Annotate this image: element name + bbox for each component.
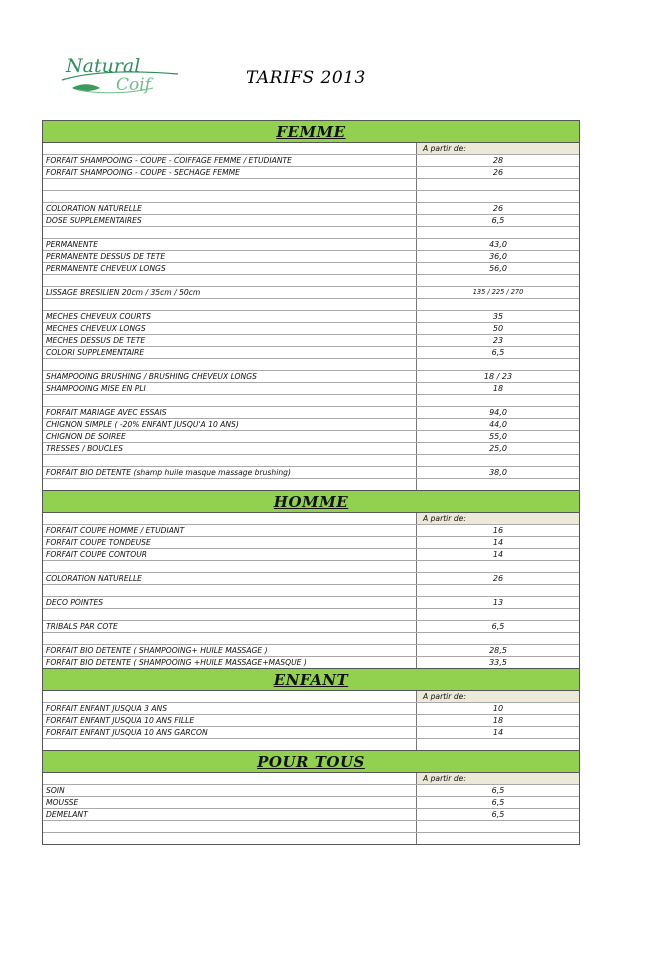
svg-text:Coif: Coif	[116, 75, 151, 95]
service-name: FORFAIT BIO DETENTE ( SHAMPOOING +HUILE MASSAGE+MASQUE )	[43, 657, 417, 668]
service-name	[43, 299, 417, 310]
table-row	[43, 585, 579, 597]
service-price	[417, 821, 579, 832]
service-price: 18 / 23	[483, 372, 513, 381]
table-row	[43, 419, 579, 431]
section-title: ENFANT	[273, 670, 349, 689]
table-row	[43, 537, 579, 549]
table-row	[43, 443, 579, 455]
table-row	[43, 833, 579, 844]
service-name	[43, 585, 417, 596]
service-name: TRIBALS PAR COTE	[43, 621, 417, 632]
table-row	[43, 703, 579, 715]
table-row	[43, 203, 579, 215]
service-name: DOSE SUPPLEMENTAIRES	[43, 215, 417, 226]
service-header-cell	[43, 773, 417, 784]
service-price	[417, 633, 579, 644]
section-title: POUR TOUS	[257, 752, 365, 771]
table-row	[43, 715, 579, 727]
service-name: FORFAIT COUPE TONDEUSE	[43, 537, 417, 548]
table-row	[43, 335, 579, 347]
table-row	[43, 227, 579, 239]
section-enfant	[42, 668, 580, 750]
service-price: 18	[492, 384, 504, 393]
service-price	[417, 299, 579, 310]
table-row	[43, 251, 579, 263]
service-price	[417, 585, 579, 596]
service-name: LISSAGE BRESILIEN 20cm / 35cm / 50cm	[43, 287, 417, 298]
price-header-cell: A partir de:	[417, 513, 579, 524]
service-name: MECHES DESSUS DE TETE	[43, 335, 417, 346]
price-header-cell: A partir de:	[417, 143, 579, 154]
service-name: SHAMPOOING BRUSHING / BRUSHING CHEVEUX LONGS	[43, 371, 417, 382]
table-row	[43, 633, 579, 645]
service-name	[43, 609, 417, 620]
price-header-row	[43, 143, 579, 155]
service-name: TRESSES / BOUCLES	[43, 443, 417, 454]
price-header-row	[43, 773, 579, 785]
service-price: 6,5	[491, 216, 505, 225]
page-title: TARIFS 2013	[246, 68, 366, 88]
table-row	[43, 167, 579, 179]
service-name	[43, 833, 417, 844]
table-row	[43, 263, 579, 275]
service-name: MOUSSE	[43, 797, 417, 808]
service-name: FORFAIT COUPE CONTOUR	[43, 549, 417, 560]
service-name: FORFAIT BIO DETENTE (shamp huile masque massage brushing)	[43, 467, 417, 478]
service-name: MECHES CHEVEUX COURTS	[43, 311, 417, 322]
section-title-band	[43, 121, 579, 143]
service-name: FORFAIT ENFANT JUSQUA 3 ANS	[43, 703, 417, 714]
service-name: PERMANENTE DESSUS DE TETE	[43, 251, 417, 262]
service-price: 14	[492, 728, 504, 737]
service-price	[417, 561, 579, 572]
section-title: HOMME	[273, 492, 349, 511]
table-row	[43, 383, 579, 395]
service-name: SOIN	[43, 785, 417, 796]
service-name	[43, 359, 417, 370]
service-price	[417, 455, 579, 466]
service-price: 38,0	[489, 468, 507, 477]
service-price: 50	[492, 324, 504, 333]
table-row	[43, 179, 579, 191]
table-row	[43, 299, 579, 311]
service-price	[417, 609, 579, 620]
table-row	[43, 455, 579, 467]
service-name: DECO POINTES	[43, 597, 417, 608]
service-price: 28,5	[489, 646, 507, 655]
table-row	[43, 371, 579, 383]
service-price	[417, 479, 579, 490]
section-title-band	[43, 669, 579, 691]
service-name: CHIGNON DE SOIREE	[43, 431, 417, 442]
service-price: 6,5	[491, 810, 505, 819]
service-price: 14	[492, 538, 504, 547]
service-price	[417, 833, 579, 844]
service-price: 55,0	[489, 432, 507, 441]
service-name: PERMANENTE	[43, 239, 417, 250]
service-name	[43, 633, 417, 644]
service-name: FORFAIT ENFANT JUSQUA 10 ANS FILLE	[43, 715, 417, 726]
service-price: 35	[492, 312, 504, 321]
table-row	[43, 479, 579, 490]
table-row	[43, 155, 579, 167]
table-row	[43, 609, 579, 621]
table-row	[43, 191, 579, 203]
service-price: 28	[492, 156, 504, 165]
service-price: 135 / 225 / 270	[472, 288, 524, 296]
service-name	[43, 821, 417, 832]
service-price	[417, 739, 579, 750]
service-name: PERMANENTE CHEVEUX LONGS	[43, 263, 417, 274]
service-name: FORFAIT COUPE HOMME / ETUDIANT	[43, 525, 417, 536]
service-name: COLORI SUPPLEMENTAIRE	[43, 347, 417, 358]
service-price	[417, 179, 579, 190]
table-row	[43, 809, 579, 821]
table-row	[43, 657, 579, 668]
service-price: 18	[492, 716, 504, 725]
service-name	[43, 227, 417, 238]
table-row	[43, 525, 579, 537]
table-row	[43, 359, 579, 371]
service-name: COLORATION NATURELLE	[43, 573, 417, 584]
price-table	[42, 120, 580, 845]
service-name: DEMELANT	[43, 809, 417, 820]
service-name: FORFAIT ENFANT JUSQUA 10 ANS GARCON	[43, 727, 417, 738]
service-name: CHIGNON SIMPLE ( -20% ENFANT JUSQU'A 10 ANS)	[43, 419, 417, 430]
svg-text:Natural: Natural	[66, 55, 141, 77]
table-row	[43, 785, 579, 797]
service-header-cell	[43, 143, 417, 154]
table-row	[43, 727, 579, 739]
service-name: FORFAIT SHAMPOOING - COUPE - SECHAGE FEMME	[43, 167, 417, 178]
service-price: 94,0	[489, 408, 507, 417]
section-title: FEMME	[276, 122, 346, 141]
service-price	[417, 359, 579, 370]
table-row	[43, 287, 579, 299]
service-name: COLORATION NATURELLE	[43, 203, 417, 214]
service-name	[43, 395, 417, 406]
table-row	[43, 431, 579, 443]
table-row	[43, 395, 579, 407]
table-row	[43, 239, 579, 251]
service-price: 6,5	[491, 622, 505, 631]
section-femme	[42, 120, 580, 490]
section-title-band	[43, 751, 579, 773]
service-price: 6,5	[491, 786, 505, 795]
table-row	[43, 645, 579, 657]
service-header-cell	[43, 691, 417, 702]
service-price: 25,0	[489, 444, 507, 453]
service-name: SHAMPOOING MISE EN PLI	[43, 383, 417, 394]
service-price: 43,0	[489, 240, 507, 249]
table-row	[43, 621, 579, 633]
section-pour-tous	[42, 750, 580, 845]
service-price: 36,0	[489, 252, 507, 261]
service-price: 26	[492, 168, 504, 177]
table-row	[43, 407, 579, 419]
table-row	[43, 215, 579, 227]
service-name	[43, 561, 417, 572]
table-row	[43, 311, 579, 323]
table-row	[43, 467, 579, 479]
table-row	[43, 323, 579, 335]
service-header-cell	[43, 513, 417, 524]
service-name	[43, 275, 417, 286]
table-row	[43, 573, 579, 585]
service-price: 16	[492, 526, 504, 535]
service-name: FORFAIT MARIAGE AVEC ESSAIS	[43, 407, 417, 418]
service-price	[417, 395, 579, 406]
table-row	[43, 597, 579, 609]
service-price: 26	[492, 574, 504, 583]
service-name	[43, 479, 417, 490]
price-header-row	[43, 513, 579, 525]
table-row	[43, 739, 579, 750]
service-price	[417, 227, 579, 238]
service-name	[43, 455, 417, 466]
service-price: 23	[492, 336, 504, 345]
service-price: 56,0	[489, 264, 507, 273]
section-homme	[42, 490, 580, 668]
service-name	[43, 739, 417, 750]
service-name: MECHES CHEVEUX LONGS	[43, 323, 417, 334]
section-title-band	[43, 491, 579, 513]
service-name: FORFAIT BIO DETENTE ( SHAMPOOING+ HUILE MASSAGE )	[43, 645, 417, 656]
table-row	[43, 275, 579, 287]
table-row	[43, 561, 579, 573]
service-price: 6,5	[491, 348, 505, 357]
service-price: 6,5	[491, 798, 505, 807]
service-price: 10	[492, 704, 504, 713]
service-name	[43, 179, 417, 190]
natural-coif-logo	[58, 50, 188, 98]
service-price: 13	[492, 598, 504, 607]
price-header-cell: A partir de:	[417, 691, 579, 702]
table-row	[43, 549, 579, 561]
service-price: 44,0	[489, 420, 507, 429]
price-header-cell: A partir de:	[417, 773, 579, 784]
table-row	[43, 347, 579, 359]
price-header-row	[43, 691, 579, 703]
service-price	[417, 191, 579, 202]
service-price: 33,5	[489, 658, 507, 667]
service-price: 14	[492, 550, 504, 559]
service-price	[417, 275, 579, 286]
table-row	[43, 821, 579, 833]
service-price: 26	[492, 204, 504, 213]
service-name	[43, 191, 417, 202]
service-name: FORFAIT SHAMPOOING - COUPE - COIFFAGE FEMME / ETUDIANTE	[43, 155, 417, 166]
table-row	[43, 797, 579, 809]
